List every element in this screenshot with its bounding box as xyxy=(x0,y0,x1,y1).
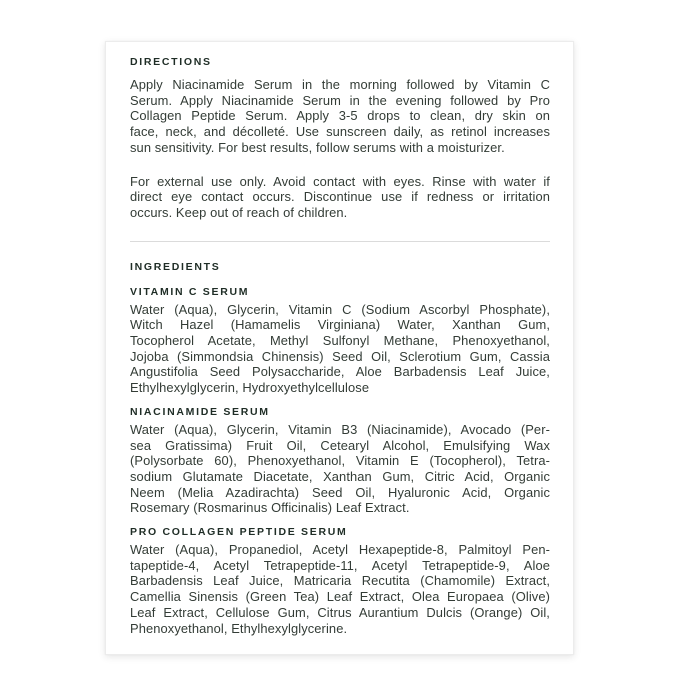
ingredients-heading: INGREDIENTS xyxy=(130,260,221,273)
text-line: direct eye contact occurs. Discontinue use if redness or irritation xyxy=(130,189,550,205)
text-line: Water (Aqua), Glycerin, Vitamin C (Sodium Ascorbyl Phosphate), xyxy=(130,301,550,317)
text-line: Witch Hazel (Hamamelis Virginiana) Water, Xanthan Gum, xyxy=(130,317,550,333)
ingredient-list xyxy=(130,542,550,636)
ingredient-list xyxy=(130,302,550,396)
text-line: Rosemary (Rosmarinus Officinalis) Leaf Extract. xyxy=(130,500,410,516)
ingredient-group-vitamin-c-serum xyxy=(130,286,550,396)
text-line: Camellia Sinensis (Green Tea) Leaf Extract, Olea Europaea (Olive) xyxy=(130,589,550,605)
directions-usage-paragraph xyxy=(130,77,550,156)
ingredient-list xyxy=(130,422,550,516)
ingredient-group-title: PRO COLLAGEN PEPTIDE SERUM xyxy=(130,526,348,539)
text-line: Neem (Melia Azadirachta) Seed Oil, Hyaluronic Acid, Organic xyxy=(130,484,550,500)
section-divider xyxy=(130,241,550,242)
directions-heading: DIRECTIONS xyxy=(130,56,212,68)
ingredient-group-niacinamide-serum xyxy=(130,406,550,516)
text-line: For external use only. Avoid contact with eyes. Rinse with water if xyxy=(130,173,550,189)
directions-warning-paragraph xyxy=(130,174,550,221)
label-card xyxy=(105,41,574,655)
text-line: Barbadensis Leaf Juice, Matricaria Recutita (Chamomile) Extract, xyxy=(130,573,550,589)
directions-section xyxy=(130,56,550,221)
text-line: Leaf Extract, Cellulose Gum, Citrus Aurantium Dulcis (Orange) Oil, xyxy=(130,604,550,620)
text-line: sea Gratissima) Fruit Oil, Cetearyl Alcohol, Emulsifying Wax xyxy=(130,437,550,453)
text-line: Water (Aqua), Propanediol, Acetyl Hexapeptide-8, Palmitoyl Pen- xyxy=(130,542,550,558)
text-line: Apply Niacinamide Serum in the morning followed by Vitamin C xyxy=(130,77,550,92)
text-line: Jojoba (Simmondsia Chinensis) Seed Oil, Sclerotium Gum, Cassia xyxy=(130,348,550,364)
text-line: sun sensitivity. For best results, follow serums with a moisturizer. xyxy=(130,139,505,155)
ingredient-group-pro-collagen-peptide-serum xyxy=(130,526,550,636)
ingredient-group-title: NIACINAMIDE SERUM xyxy=(130,405,270,418)
text-line: face, neck, and décolleté. Use sunscreen daily, as retinol increases xyxy=(130,124,550,140)
text-line: Collagen Peptide Serum. Apply 3-5 drops to clean, dry skin on xyxy=(130,108,550,124)
text-line: (Polysorbate 60), Phenoxyethanol, Vitamin E (Tocopherol), Tetra- xyxy=(130,453,550,469)
text-line: Water (Aqua), Glycerin, Vitamin B3 (Niacinamide), Avocado (Per- xyxy=(130,421,550,437)
ingredient-group-title: VITAMIN C SERUM xyxy=(130,285,250,298)
text-line: Ethylhexylglycerin, Hydroxyethylcellulose xyxy=(130,380,370,396)
text-line: tapeptide-4, Acetyl Tetrapeptide-11, Acetyl Tetrapeptide-9, Aloe xyxy=(130,557,550,573)
text-line: sodium Glutamate Diacetate, Xanthan Gum, Citric Acid, Organic xyxy=(130,468,550,484)
text-line: Tocopherol Acetate, Methyl Sulfonyl Methane, Phenoxyethanol, xyxy=(130,333,550,349)
text-line: Serum. Apply Niacinamide Serum in the evening followed by Pro xyxy=(130,92,550,108)
text-line: occurs. Keep out of reach of children. xyxy=(130,204,348,220)
ingredients-section xyxy=(130,261,550,637)
text-line: Angustifolia Seed Polysaccharide, Aloe Barbadensis Leaf Juice, xyxy=(130,364,550,380)
text-line: Phenoxyethanol, Ethylhexylglycerine. xyxy=(130,620,348,636)
